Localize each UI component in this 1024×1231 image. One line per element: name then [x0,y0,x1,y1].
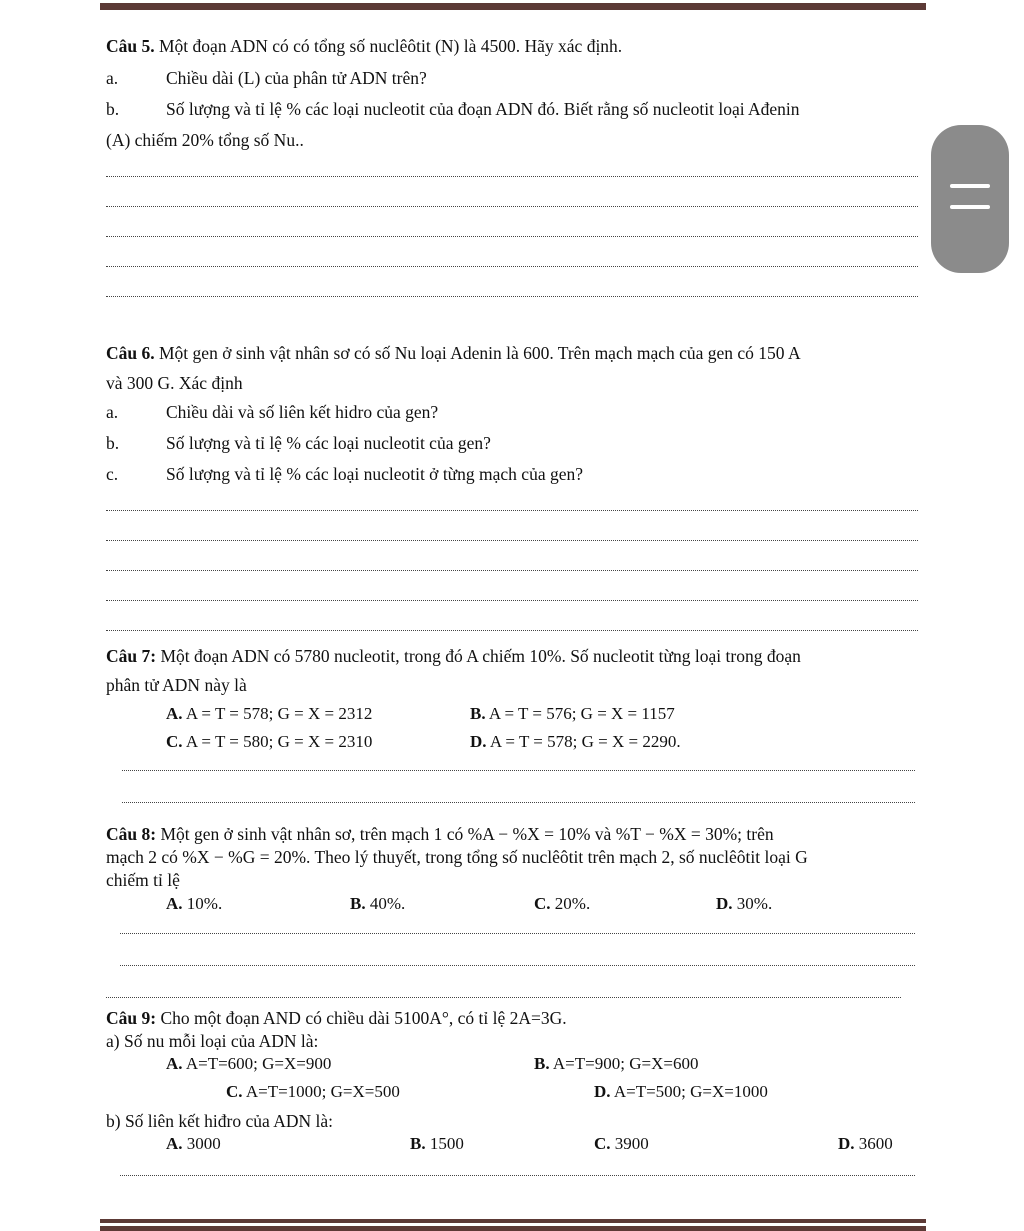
q9b-option-c[interactable] [594,1133,649,1155]
q8-option-b[interactable] [350,893,405,915]
bottom-border [100,1219,926,1223]
answer-line [106,570,918,571]
answer-line [106,296,918,297]
option-label: C. [166,732,183,751]
q7-option-b[interactable] [470,703,675,725]
q8-option-a[interactable] [166,893,222,915]
answer-line [120,1175,915,1176]
q5-stem [106,35,622,57]
q8-text-cont2: chiếm tỉ lệ [106,870,180,890]
q8-text: Một gen ở sinh vật nhân sơ, trên mạch 1 có %A − %X = 10% và %T − %X = 30%; trên [160,824,774,844]
q6-label: Câu 6. [106,343,155,363]
q7-option-d[interactable] [470,731,681,753]
q8-stem [106,823,774,845]
q7-label: Câu 7: [106,646,157,666]
answer-line [106,176,918,177]
q8-option-c[interactable] [534,893,590,915]
answer-line [120,933,915,934]
q7-stem [106,645,801,667]
option-label: B. [470,704,486,723]
q6-text-cont: và 300 G. Xác định [106,373,243,393]
q5-b-text: Số lượng và tỉ lệ % các loại nucleotit của đoạn ADN đó. Biết rằng số nucleotit loại Ađenin [166,99,800,119]
option-label: C. [594,1134,611,1153]
option-text: 1500 [429,1134,464,1153]
option-text: A=T=600; G=X=900 [185,1054,332,1073]
option-text: 40%. [369,894,406,913]
answer-line [122,770,915,771]
q9-label: Câu 9: [106,1008,157,1028]
option-text: A=T=900; G=X=600 [552,1054,699,1073]
q7-text-cont: phân tử ADN này là [106,675,247,695]
answer-line [120,965,915,966]
option-label: A. [166,894,183,913]
option-text: 30%. [736,894,773,913]
option-label: D. [594,1082,611,1101]
q5-a-mark: a. [106,68,119,88]
q6-stem [106,342,801,364]
q8-text-cont: mạch 2 có %X − %G = 20%. Theo lý thuyết, trong tổng số nuclêôtit trên mạch 2, số nuclêôtit loại G [106,847,808,867]
q5-b-text-cont: (A) chiếm 20% tổng số Nu.. [106,130,304,150]
q9a-option-c[interactable] [226,1081,400,1103]
option-label: B. [350,894,366,913]
q6-text: Một gen ở sinh vật nhân sơ có số Nu loại Adenin là 600. Trên mạch mạch của gen có 150 A [159,343,801,363]
answer-line [106,206,918,207]
option-text: A = T = 580; G = X = 2310 [185,732,373,751]
option-label: D. [838,1134,855,1153]
q7-option-c[interactable] [166,731,372,753]
q9a-option-b[interactable] [534,1053,698,1075]
answer-line [106,540,918,541]
option-text: 3000 [186,1134,221,1153]
q7-option-a[interactable] [166,703,372,725]
option-label: B. [410,1134,426,1153]
option-text: A = T = 578; G = X = 2312 [185,704,373,723]
option-text: A = T = 578; G = X = 2290. [489,732,681,751]
answer-line [106,630,918,631]
q9b-option-b[interactable] [410,1133,464,1155]
option-text: A=T=1000; G=X=500 [245,1082,400,1101]
q9-stem [106,1007,567,1029]
q6-a-text: Chiều dài và số liên kết hidro của gen? [166,402,439,422]
q9a-option-a[interactable] [166,1053,331,1075]
q9-b-text: b) Số liên kết hiđro của ADN là: [106,1111,333,1131]
drag-handle[interactable] [931,125,1009,273]
top-border [100,3,926,10]
answer-line [106,510,918,511]
q5-label: Câu 5. [106,36,155,56]
answer-line [106,600,918,601]
option-label: D. [470,732,487,751]
q8-option-d[interactable] [716,893,772,915]
q6-c-text: Số lượng và tỉ lệ % các loại nucleotit ở từng mạch của gen? [166,464,584,484]
answer-line [106,997,901,998]
option-label: A. [166,1054,183,1073]
q5-a-text: Chiều dài (L) của phân tử ADN trên? [166,68,427,88]
bottom-border [100,1226,926,1231]
option-text: 10%. [186,894,223,913]
q9-a-text: a) Số nu mỗi loại của ADN là: [106,1031,319,1051]
q6-a-mark: a. [106,402,119,422]
q9b-option-a[interactable] [166,1133,221,1155]
option-label: C. [226,1082,243,1101]
option-text: 3600 [858,1134,893,1153]
q6-c-mark: c. [106,464,119,484]
q5-text: Một đoạn ADN có có tổng số nuclêôtit (N) là 4500. Hãy xác định. [159,36,623,56]
q9a-option-d[interactable] [594,1081,768,1103]
q6-b-mark: b. [106,433,120,453]
option-text: A = T = 576; G = X = 1157 [488,704,675,723]
answer-line [106,236,918,237]
q8-label: Câu 8: [106,824,157,844]
option-text: A=T=500; G=X=1000 [613,1082,768,1101]
q7-text: Một đoạn ADN có 5780 nucleotit, trong đó A chiếm 10%. Số nucleotit từng loại trong đoạn [160,646,801,666]
option-label: A. [166,704,183,723]
answer-line [106,266,918,267]
option-text: 3900 [614,1134,649,1153]
option-label: B. [534,1054,550,1073]
q9b-option-d[interactable] [838,1133,893,1155]
option-label: A. [166,1134,183,1153]
q5-b-mark: b. [106,99,120,119]
option-label: D. [716,894,733,913]
q6-b-text: Số lượng và tỉ lệ % các loại nucleotit của gen? [166,433,491,453]
option-text: 20%. [554,894,591,913]
q9-text: Cho một đoạn AND có chiều dài 5100A°, có tỉ lệ 2A=3G. [160,1008,567,1028]
option-label: C. [534,894,551,913]
answer-line [122,802,915,803]
